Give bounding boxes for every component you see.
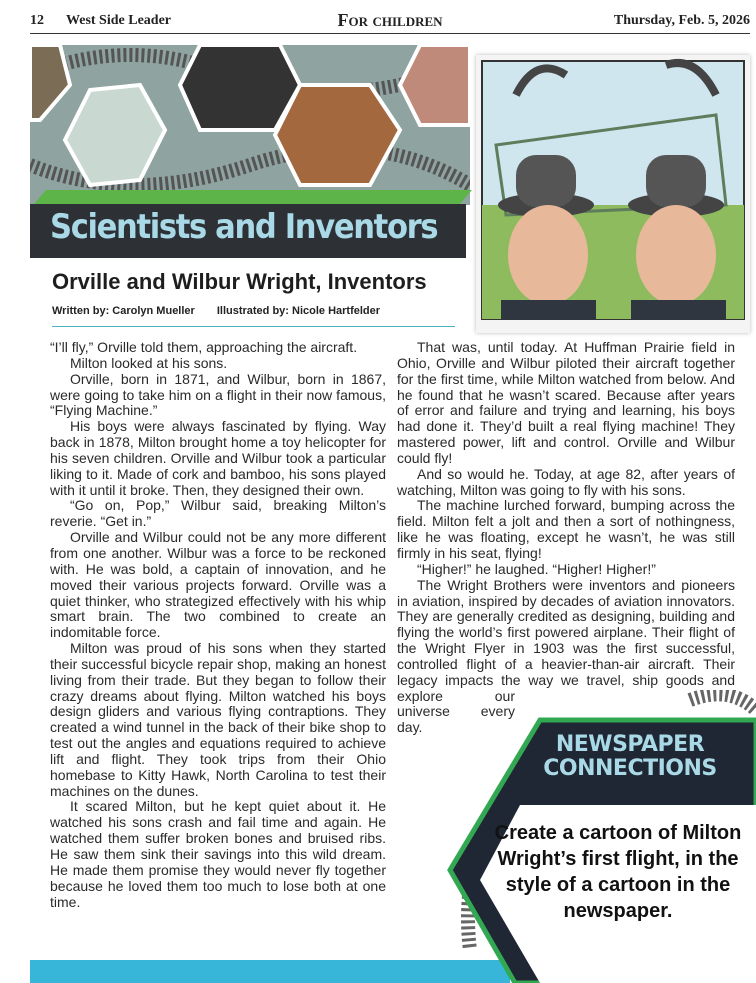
section-title: For children [337, 10, 443, 30]
newspaper-connections-box [440, 690, 756, 983]
paragraph: Orville and Wilbur could not be any more different from one another. Wilbur was a force to be reckoned with. He was bold, a captain of innovation, and he moved their various projects forward. Orville was a quiet thinker, who strategized effectively with his whip smart brain. The two combined to create an indomitable force. [50, 529, 386, 641]
paragraph: Orville, born in 1871, and Wilbur, born in 1867, were going to take him on a flight in their now famous, “Flying Machine.” [50, 370, 386, 419]
paragraph: His boys were always fascinated by flying. Way back in 1878, Milton brought home a toy helicopter for his seven children. Orville and Wilbur took a particular liking to it. Made of cork and bamboo, his sons played with it until it broke. Then, they designed their own. [50, 418, 386, 498]
wright-brothers-illustration [476, 55, 750, 333]
connections-title-line-1: NEWSPAPER [555, 732, 705, 757]
inventions-collage-illustration [30, 45, 470, 205]
paragraph: The machine lurched forward, bumping across the field. Milton felt a jolt and then a sort of nothingness, like he was floating, except he wasn’t, he was still firmly in his seat, flying! [397, 497, 735, 561]
paragraph: Milton was proud of his sons when they started their successful bicycle repair shop, making an honest living from their trade. But they began to follow their crazy dreams about flying. Milton watched his boys design gliders and various flying contraptions. They created a wind tunnel in the back of their bike shop to test out the angles and equations required to achieve lift and flight. They took trips from their Ohio homebase to Kitty Hawk, North Carolina to test their machines on the dunes. [50, 640, 386, 799]
divider [52, 326, 455, 327]
illustrator: Illustrated by: Nicole Hartfelder [216, 305, 381, 317]
paragraph: “Higher!” he laughed. “Higher! Higher!” [417, 560, 656, 577]
series-banner [30, 190, 466, 260]
byline [52, 305, 380, 317]
page-header [30, 10, 750, 34]
series-title: Scientists and Inventors [50, 207, 438, 247]
article-column-1 [50, 340, 386, 910]
paragraph: Milton looked at his sons. [70, 354, 228, 371]
paragraph: The Wright Brothers were inventors and pioneers in aviation, inspired by decades of aviation innovators. They are generally credited as designing, building and flying the world’s first powered airplane. Their flight of the Wright Flyer in 1903 was the first successful, controlled flight of a heavier-than-air aircraft. Their legacy impacts the way we travel, ship goods and explore our universe every day. [397, 576, 735, 736]
banner-accent [34, 190, 472, 204]
page-number: 12 [30, 13, 44, 28]
connections-prompt: Create a cartoon of Milton Wright’s first flight, in the style of a cartoon in the newspaper. [494, 822, 742, 922]
paragraph: That was, until today. At Huffman Prairie field in Ohio, Orville and Wilbur piloted their aircraft together for the first time, while Milton watched from below. And he found that he wasn’t scared. Because after years of error and failure and trying and learning, his boys had done it. They’d built a real flying machine! They mastered power, lift and control. Orville and Wilbur could fly! [397, 339, 735, 466]
connections-title [535, 733, 725, 781]
issue-date: Thursday, Feb. 5, 2026 [613, 13, 750, 28]
author: Written by: Carolyn Mueller [52, 305, 195, 317]
connections-title-line-2: CONNECTIONS [543, 756, 717, 781]
paragraph: “I’ll fly,” Orville told them, approaching the aircraft. [50, 339, 358, 355]
footer-decoration [30, 960, 510, 983]
publication-name: West Side Leader [66, 13, 171, 28]
article-title: Orville and Wilbur Wright, Inventors [52, 269, 427, 294]
paragraph: It scared Milton, but he kept quiet about it. He watched his sons crash and fail time and again. He watched them suffer broken bones and bruised ribs. He saw them sink their savings into this wild dream. He made them promise they would never fly together because he loved them too much to lose both at one time. [50, 798, 386, 910]
paragraph: And so would he. Today, at age 82, after years of watching, Milton was going to fly with his sons. [397, 465, 735, 498]
paragraph: “Go on, Pop,” Wilbur said, breaking Milton’s reverie. “Get in.” [50, 497, 386, 530]
